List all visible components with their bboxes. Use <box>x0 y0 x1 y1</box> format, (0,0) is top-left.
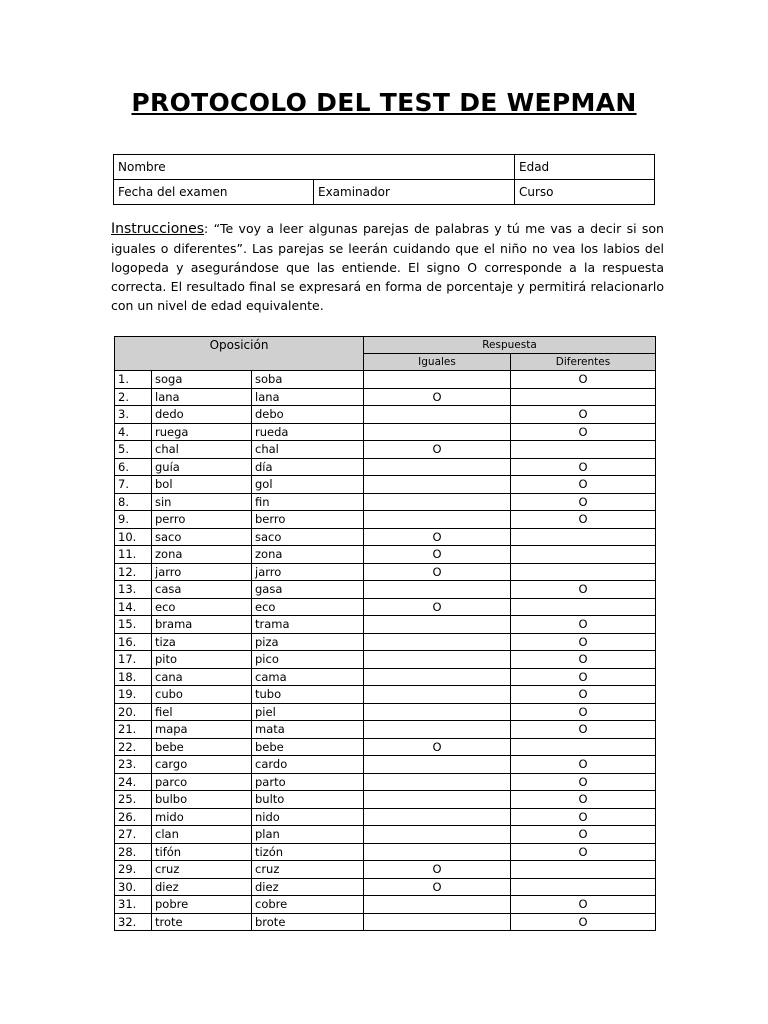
table-row <box>115 511 656 529</box>
iguales-cell[interactable] <box>364 686 511 704</box>
diferentes-cell[interactable] <box>511 598 656 616</box>
table-row <box>115 878 656 896</box>
word-one: chal <box>152 441 252 459</box>
instructions-paragraph <box>111 219 664 315</box>
diferentes-cell[interactable]: O <box>511 616 656 634</box>
diferentes-cell[interactable]: O <box>511 686 656 704</box>
diferentes-cell[interactable]: O <box>511 633 656 651</box>
word-one: brama <box>152 616 252 634</box>
word-two: soba <box>252 371 364 389</box>
iguales-cell[interactable]: O <box>364 563 511 581</box>
diferentes-cell[interactable] <box>511 388 656 406</box>
item-number: 19. <box>115 686 152 704</box>
word-one: diez <box>152 878 252 896</box>
word-two: diez <box>252 878 364 896</box>
word-one: fiel <box>152 703 252 721</box>
word-one: pito <box>152 651 252 669</box>
diferentes-cell[interactable]: O <box>511 773 656 791</box>
item-number: 31. <box>115 896 152 914</box>
item-number: 29. <box>115 861 152 879</box>
word-two: piel <box>252 703 364 721</box>
word-two: bulto <box>252 791 364 809</box>
word-two: cobre <box>252 896 364 914</box>
word-one: soga <box>152 371 252 389</box>
table-row <box>115 826 656 844</box>
table-row <box>115 441 656 459</box>
iguales-cell[interactable] <box>364 773 511 791</box>
word-one: trote <box>152 913 252 931</box>
diferentes-cell[interactable] <box>511 528 656 546</box>
item-number: 30. <box>115 878 152 896</box>
table-row <box>115 773 656 791</box>
table-row <box>115 913 656 931</box>
diferentes-cell[interactable] <box>511 738 656 756</box>
word-one: bol <box>152 476 252 494</box>
word-two: plan <box>252 826 364 844</box>
word-one: bebe <box>152 738 252 756</box>
iguales-cell[interactable] <box>364 791 511 809</box>
item-number: 7. <box>115 476 152 494</box>
table-row <box>115 528 656 546</box>
diferentes-cell[interactable]: O <box>511 896 656 914</box>
table-row <box>115 598 656 616</box>
word-two: lana <box>252 388 364 406</box>
item-number: 1. <box>115 371 152 389</box>
diferentes-cell[interactable] <box>511 878 656 896</box>
word-two: pico <box>252 651 364 669</box>
item-number: 2. <box>115 388 152 406</box>
item-number: 27. <box>115 826 152 844</box>
diferentes-cell[interactable] <box>511 546 656 564</box>
iguales-cell[interactable] <box>364 581 511 599</box>
word-one: perro <box>152 511 252 529</box>
diferentes-cell[interactable]: O <box>511 406 656 424</box>
iguales-cell[interactable]: O <box>364 861 511 879</box>
table-row <box>115 406 656 424</box>
item-number: 3. <box>115 406 152 424</box>
word-one: saco <box>152 528 252 546</box>
header-oposicion: Oposición <box>115 337 364 371</box>
iguales-cell[interactable] <box>364 458 511 476</box>
item-number: 15. <box>115 616 152 634</box>
table-row <box>115 581 656 599</box>
item-number: 24. <box>115 773 152 791</box>
item-number: 32. <box>115 913 152 931</box>
header-diferentes: Diferentes <box>511 354 656 371</box>
item-number: 10. <box>115 528 152 546</box>
header-respuesta: Respuesta <box>364 337 656 354</box>
iguales-cell[interactable]: O <box>364 388 511 406</box>
table-row <box>115 476 656 494</box>
table-row <box>115 493 656 511</box>
diferentes-cell[interactable] <box>511 563 656 581</box>
iguales-cell[interactable]: O <box>364 598 511 616</box>
word-two: nido <box>252 808 364 826</box>
curso-field[interactable]: Curso <box>515 180 655 205</box>
diferentes-cell[interactable]: O <box>511 791 656 809</box>
iguales-cell[interactable] <box>364 756 511 774</box>
diferentes-cell[interactable]: O <box>511 476 656 494</box>
nombre-field[interactable]: Nombre <box>114 155 515 180</box>
word-one: tifón <box>152 843 252 861</box>
diferentes-cell[interactable]: O <box>511 826 656 844</box>
table-row <box>115 546 656 564</box>
word-two: debo <box>252 406 364 424</box>
iguales-cell[interactable]: O <box>364 878 511 896</box>
word-two: brote <box>252 913 364 931</box>
word-one: cruz <box>152 861 252 879</box>
diferentes-cell[interactable]: O <box>511 511 656 529</box>
word-one: cana <box>152 668 252 686</box>
table-row <box>115 791 656 809</box>
iguales-cell[interactable]: O <box>364 528 511 546</box>
header-iguales: Iguales <box>364 354 511 371</box>
iguales-cell[interactable] <box>364 476 511 494</box>
diferentes-cell[interactable]: O <box>511 756 656 774</box>
diferentes-cell[interactable]: O <box>511 581 656 599</box>
table-row <box>115 633 656 651</box>
word-two: parto <box>252 773 364 791</box>
word-two: mata <box>252 721 364 739</box>
item-number: 16. <box>115 633 152 651</box>
item-number: 25. <box>115 791 152 809</box>
table-row <box>115 423 656 441</box>
table-row <box>115 808 656 826</box>
table-row <box>115 703 656 721</box>
iguales-cell[interactable] <box>364 896 511 914</box>
word-one: mapa <box>152 721 252 739</box>
diferentes-cell[interactable]: O <box>511 371 656 389</box>
word-one: tiza <box>152 633 252 651</box>
item-number: 4. <box>115 423 152 441</box>
iguales-cell[interactable] <box>364 651 511 669</box>
table-row <box>115 651 656 669</box>
iguales-cell[interactable] <box>364 843 511 861</box>
item-number: 17. <box>115 651 152 669</box>
diferentes-cell[interactable] <box>511 861 656 879</box>
iguales-cell[interactable] <box>364 668 511 686</box>
table-row <box>115 668 656 686</box>
iguales-cell[interactable] <box>364 721 511 739</box>
word-two: zona <box>252 546 364 564</box>
word-two: saco <box>252 528 364 546</box>
item-number: 20. <box>115 703 152 721</box>
word-two: chal <box>252 441 364 459</box>
table-row <box>115 563 656 581</box>
diferentes-cell[interactable] <box>511 441 656 459</box>
iguales-cell[interactable] <box>364 826 511 844</box>
examinador-field[interactable]: Examinador <box>314 180 515 205</box>
instructions-heading: Instrucciones <box>111 221 205 237</box>
diferentes-cell[interactable]: O <box>511 423 656 441</box>
word-two: gol <box>252 476 364 494</box>
word-one: clan <box>152 826 252 844</box>
diferentes-cell[interactable]: O <box>511 458 656 476</box>
table-row <box>115 721 656 739</box>
item-number: 11. <box>115 546 152 564</box>
word-two: rueda <box>252 423 364 441</box>
iguales-cell[interactable] <box>364 808 511 826</box>
word-one: cargo <box>152 756 252 774</box>
word-one: lana <box>152 388 252 406</box>
item-number: 12. <box>115 563 152 581</box>
word-two: día <box>252 458 364 476</box>
iguales-cell[interactable] <box>364 703 511 721</box>
patient-info-table <box>113 154 655 205</box>
diferentes-cell[interactable]: O <box>511 843 656 861</box>
word-one: guía <box>152 458 252 476</box>
word-two: cruz <box>252 861 364 879</box>
page-title: PROTOCOLO DEL TEST DE WEPMAN <box>131 88 637 117</box>
iguales-cell[interactable] <box>364 616 511 634</box>
word-two: fin <box>252 493 364 511</box>
word-two: tubo <box>252 686 364 704</box>
table-row <box>115 896 656 914</box>
item-number: 28. <box>115 843 152 861</box>
word-one: mido <box>152 808 252 826</box>
iguales-cell[interactable]: O <box>364 546 511 564</box>
iguales-cell[interactable] <box>364 423 511 441</box>
word-one: jarro <box>152 563 252 581</box>
word-one: parco <box>152 773 252 791</box>
item-number: 26. <box>115 808 152 826</box>
diferentes-cell[interactable]: O <box>511 493 656 511</box>
item-number: 21. <box>115 721 152 739</box>
instructions-text: : “Te voy a leer algunas parejas de palabras y tú me vas a decir si son iguales o diferentes”. Las parejas se leerán cuidando que el niño no vea los labios del logopeda y asegurándose que las entiende. El signo O corresponde a la respuesta correcta. El resultado final se expresará en forma de porcentaje y permitirá relacionarlo con un nivel de edad equivalente. <box>111 221 664 313</box>
table-row <box>115 738 656 756</box>
word-one: bulbo <box>152 791 252 809</box>
word-two: eco <box>252 598 364 616</box>
table-row <box>115 458 656 476</box>
table-row <box>115 371 656 389</box>
diferentes-cell[interactable]: O <box>511 651 656 669</box>
table-row <box>115 756 656 774</box>
word-one: pobre <box>152 896 252 914</box>
iguales-cell[interactable] <box>364 633 511 651</box>
item-number: 18. <box>115 668 152 686</box>
iguales-cell[interactable] <box>364 371 511 389</box>
item-number: 6. <box>115 458 152 476</box>
iguales-cell[interactable] <box>364 493 511 511</box>
word-one: eco <box>152 598 252 616</box>
iguales-cell[interactable]: O <box>364 441 511 459</box>
item-number: 13. <box>115 581 152 599</box>
table-row <box>115 616 656 634</box>
word-one: casa <box>152 581 252 599</box>
diferentes-cell[interactable]: O <box>511 808 656 826</box>
word-one: zona <box>152 546 252 564</box>
table-row <box>115 843 656 861</box>
item-number: 5. <box>115 441 152 459</box>
word-two: tizón <box>252 843 364 861</box>
word-one: ruega <box>152 423 252 441</box>
fecha-examen-field[interactable]: Fecha del examen <box>114 180 314 205</box>
diferentes-cell[interactable]: O <box>511 703 656 721</box>
item-number: 14. <box>115 598 152 616</box>
iguales-cell[interactable] <box>364 511 511 529</box>
word-two: gasa <box>252 581 364 599</box>
diferentes-cell[interactable]: O <box>511 668 656 686</box>
word-two: jarro <box>252 563 364 581</box>
word-one: cubo <box>152 686 252 704</box>
item-number: 8. <box>115 493 152 511</box>
table-row <box>115 388 656 406</box>
item-number: 9. <box>115 511 152 529</box>
edad-field[interactable]: Edad <box>515 155 655 180</box>
word-two: bebe <box>252 738 364 756</box>
word-two: berro <box>252 511 364 529</box>
item-number: 22. <box>115 738 152 756</box>
iguales-cell[interactable] <box>364 913 511 931</box>
item-number: 23. <box>115 756 152 774</box>
word-two: cardo <box>252 756 364 774</box>
table-row <box>115 861 656 879</box>
word-pairs-body <box>115 371 656 931</box>
word-two: trama <box>252 616 364 634</box>
iguales-cell[interactable]: O <box>364 738 511 756</box>
word-two: cama <box>252 668 364 686</box>
table-row <box>115 686 656 704</box>
diferentes-cell[interactable]: O <box>511 913 656 931</box>
word-one: sin <box>152 493 252 511</box>
word-one: dedo <box>152 406 252 424</box>
word-two: piza <box>252 633 364 651</box>
word-pairs-table <box>114 336 656 931</box>
iguales-cell[interactable] <box>364 406 511 424</box>
diferentes-cell[interactable]: O <box>511 721 656 739</box>
